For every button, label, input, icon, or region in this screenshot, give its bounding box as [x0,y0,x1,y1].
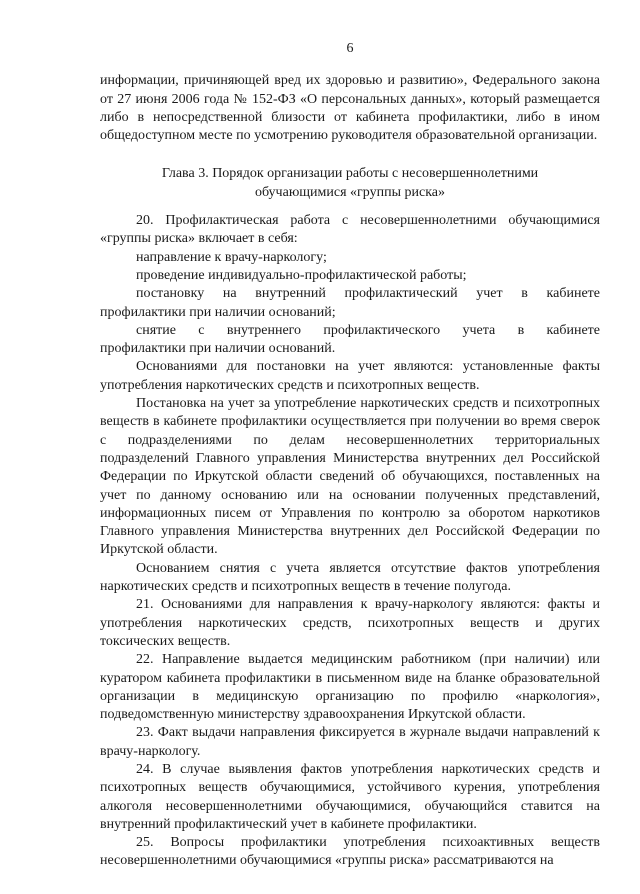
list-item-continuation: профилактики при наличии оснований. [100,341,336,357]
paragraph-20: 20. Профилактическая работа с несовершеннолетними обучающимися «группы риска» включает в себя: [100,213,600,247]
list-item-text: снятие с внутреннего профилактического учета в кабинете [136,322,600,338]
chapter-heading-line-1: Глава 3. Порядок организации работы с несовершеннолетними [161,166,539,182]
paragraph-24: 24. В случае выявления фактов употребления наркотических средств и психотропных веществ обучающимися, устойчивого курения, употребления алкоголя несовершеннолетними обучающимися, обучающийся ставится на внутренний профилактический учет в кабинете профилактики. [100,761,600,832]
paragraph-23: 23. Факт выдачи направления фиксируется в журнале выдачи направлений к врачу-наркологу. [100,725,600,759]
paragraph-22: 22. Направление выдается медицинским работником (при наличии) или куратором кабинета профилактики в письменном виде на бланке образовательной организации в медицинскую организацию по профилю «наркология», подведомственную министерству здравоохранения Иркутской области. [100,652,600,723]
list-item-text: постановку на внутренний профилактический учет в кабинете [136,286,600,302]
paragraph-25: 25. Вопросы профилактики употребления психоактивных веществ несовершеннолетними обучающимися «группы риска» рассматриваются на [100,835,600,869]
list-item: проведение индивидуально-профилактической работы; [136,267,467,283]
list-item [100,285,600,303]
list-item-continuation: профилактики при наличии оснований; [100,304,336,320]
paragraph-removal: Основанием снятия с учета является отсутствие фактов употребления наркотических средств и психотропных веществ в течение полугода. [100,560,600,595]
paragraph-grounds: Основаниями для постановки на учет являются: установленные факты употребления наркотических средств и психотропных веществ. [100,359,600,393]
paragraph-21: 21. Основаниями для направления к врачу-наркологу являются: факты и употребления наркотических средств, психотропных веществ и других токсических веществ. [100,597,600,649]
paragraph-registration: Постановка на учет за употребление наркотических средств и психотропных веществ в кабинете профилактики осуществляется при получении во время сверок с подразделениями по делам несовершеннолетних территориальных подразделений Главного управления Министерства внутренних дел Российской Федерации по Иркутской области сведений об обучающихся, поставленных на учет по данному основанию или на основании полученных представлений, информационных писем от Управления по контролю за оборотом наркотиков Главного управления Министерства внутренних дел Российской Федерации по Иркутской области. [100,396,600,558]
list-item: направление к врачу-наркологу; [136,249,327,265]
page-number: 6 [346,41,354,56]
chapter-heading [100,165,600,202]
list-item [100,322,600,340]
intro-paragraph: информации, причиняющей вред их здоровью и развитию», Федерального закона от 27 июня 2006 года № 152-ФЗ «О персональных данных», который размещается либо в непосредственной близости от кабинета профилактики, либо в ином общедоступном месте по усмотрению руководителя образовательной организации. [100,73,600,144]
chapter-heading-line-2: обучающимися «группы риска» [254,184,446,200]
